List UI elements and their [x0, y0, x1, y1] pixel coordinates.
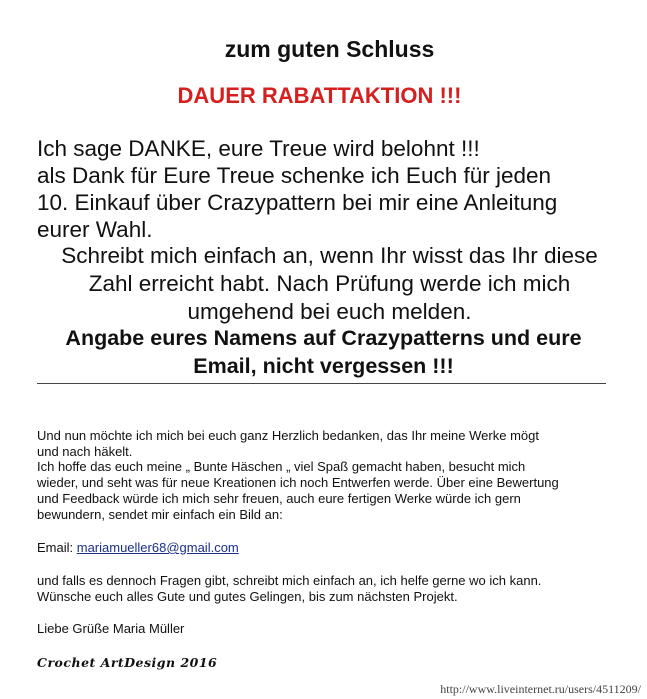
body-p2-line-3: und Feedback würde ich mich sehr freuen, auch eure fertigen Werke würde ich gern — [37, 491, 521, 506]
page-title: zum guten Schluss — [224, 36, 435, 62]
thanks-line-3: 10. Einkauf über Crazypattern bei mir eine Anleitung — [37, 190, 558, 215]
source-url: http://www.liveinternet.ru/users/4511209/ — [440, 682, 641, 696]
email-link[interactable]: mariamueller68@gmail.com — [76, 540, 239, 555]
divider — [37, 383, 606, 384]
contact-line-1: Schreibt mich einfach an, wenn Ihr wisst das Ihr diese — [61, 243, 598, 268]
body-p2-line-2: wieder, und seht was für neue Kreationen ich noch Entwerfen werde. Über eine Bewertung — [37, 475, 559, 490]
thanks-line-1: Ich sage DANKE, eure Treue wird belohnt !!! — [37, 136, 480, 161]
body-p2-line-4: bewundern, sendet mir einfach ein Bild an: — [37, 507, 283, 522]
contact-line-2: Zahl erreicht habt. Nach Prüfung werde ich mich — [88, 271, 571, 296]
signature: Crochet ArtDesign 2016 — [37, 655, 218, 670]
body-p1-line-1: Und nun möchte ich mich bei euch ganz Herzlich bedanken, das Ihr meine Werke mögt — [37, 428, 539, 443]
body-p3-line-2: Wünsche euch alles Gute und gutes Gelingen, bis zum nächsten Projekt. — [37, 589, 458, 604]
email-label: Email: — [37, 540, 77, 555]
notice-line-2: Email, nicht vergessen !!! — [193, 354, 454, 378]
email-line — [37, 540, 239, 556]
body-p2-line-1: Ich hoffe das euch meine „ Bunte Häschen „ viel Spaß gemacht haben, besucht mich — [37, 459, 526, 474]
contact-line-3: umgehend bei euch melden. — [187, 299, 472, 324]
thanks-line-2: als Dank für Eure Treue schenke ich Euch für jeden — [37, 163, 552, 188]
body-p1-line-2: und nach häkelt. — [37, 444, 133, 459]
promo-heading: DAUER RABATTAKTION !!! — [177, 83, 462, 108]
greeting: Liebe Grüße Maria Müller — [37, 621, 185, 636]
body-p3-line-1: und falls es dennoch Fragen gibt, schreibt mich einfach an, ich helfe gerne wo ich kann. — [37, 573, 542, 588]
notice-line-1: Angabe eures Namens auf Crazypatterns und eure — [65, 326, 582, 350]
thanks-line-4: eurer Wahl. — [37, 217, 153, 242]
